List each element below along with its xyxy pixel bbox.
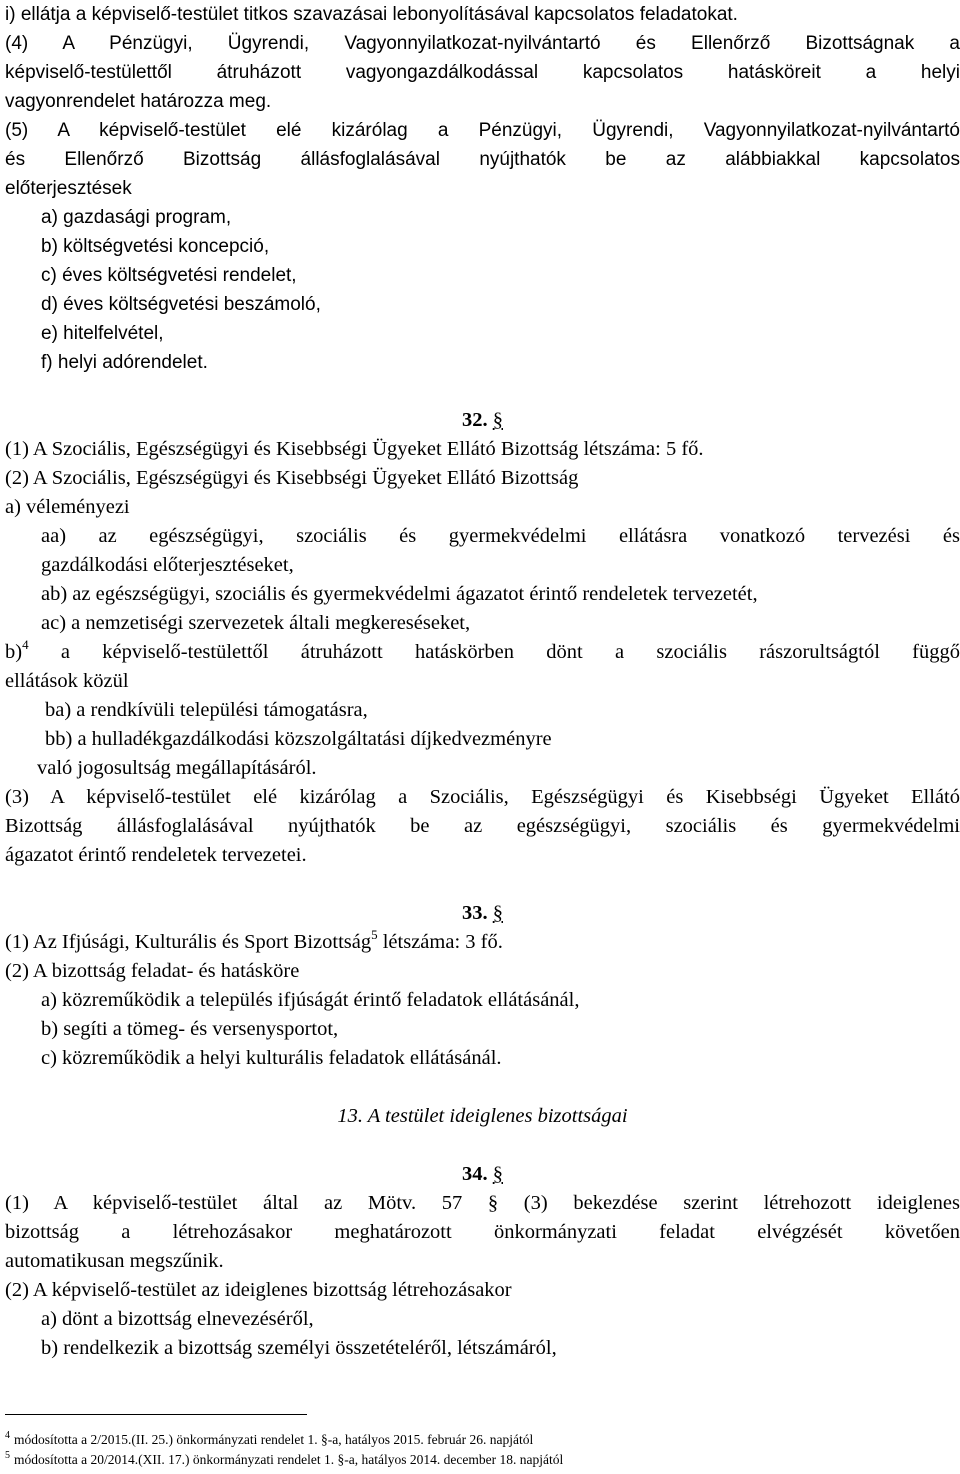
list-item: a) közreműködik a település ifjúságát érintő feladatok ellátásánál, xyxy=(41,989,580,1011)
list-item: e) hitelfelvétel, xyxy=(41,323,164,344)
section-34-paragraph-1-line-3: automatikusan megszűnik. xyxy=(5,1250,224,1272)
section-31-continuation xyxy=(5,0,960,377)
list-item: a) gazdasági program, xyxy=(41,207,232,228)
section-number: 33. xyxy=(462,902,488,924)
point-b-label: b) xyxy=(5,641,23,663)
list-item: c) éves költségvetési rendelet, xyxy=(41,265,297,286)
section-32-paragraph-1: (1) A Szociális, Egészségügyi és Kisebbségi Ügyeket Ellátó Bizottság létszáma: 5 fő. xyxy=(5,438,704,460)
paragraph-sign: § xyxy=(492,902,503,924)
paragraph-5-line-1: (5) A képviselő-testület elé kizárólag a Pénzügyi, Ügyrendi, Vagyonnyilatkozat-nyilvántartó xyxy=(5,120,960,141)
point-aa-line-1: aa) az egészségügyi, szociális és gyermekvédelmi ellátásra vonatkozó tervezési és xyxy=(41,525,960,547)
section-33-paragraph-1 xyxy=(5,928,960,957)
point-b-closing: való jogosultság megállapításáról. xyxy=(37,757,317,779)
section-number: 32. xyxy=(462,409,488,431)
paragraph-4-line-1: (4) A Pénzügyi, Ügyrendi, Vagyonnyilatkozat-nyilvántartó és Ellenőrző Bizottságnak a xyxy=(5,33,960,54)
footnote-ref-5[interactable]: 5 xyxy=(371,927,378,942)
point-b-text: a képviselő-testülettől átruházott hatáskörben dönt a szociális rászorultságtól függő xyxy=(60,641,960,663)
footnote-ref-4[interactable]: 4 xyxy=(22,637,29,652)
section-heading-33 xyxy=(5,899,960,928)
list-item: b) rendelkezik a bizottság személyi összetételéről, létszámáról, xyxy=(41,1337,557,1359)
section-33 xyxy=(5,899,960,1073)
list-item: c) közreműködik a helyi kulturális feladatok ellátásánál. xyxy=(41,1047,502,1069)
chapter-title: 13. A testület ideiglenes bizottságai xyxy=(337,1105,628,1127)
section-heading-32 xyxy=(5,406,960,435)
section-34-paragraph-1-line-1: (1) A képviselő-testület által az Mötv. 57 § (3) bekezdése szerint létrehozott ideiglenes xyxy=(5,1192,960,1214)
section-32 xyxy=(5,406,960,870)
footnote-text: módosította a 20/2014.(XII. 17.) önkormányzati rendelet 1. §-a, hatályos 2014. december 18. napjától xyxy=(14,1452,564,1467)
footnote-4 xyxy=(5,1432,533,1448)
paragraph-4-line-3: vagyonrendelet határozza meg. xyxy=(5,91,272,112)
point-aa-line-2: gazdálkodási előterjesztéseket, xyxy=(41,554,294,576)
paragraph-sign: § xyxy=(492,409,503,431)
footnote-number: 5 xyxy=(5,1450,10,1461)
paragraph-text: létszáma: 3 fő. xyxy=(382,931,503,953)
section-33-paragraph-2: (2) A bizottság feladat- és hatásköre xyxy=(5,960,300,982)
paragraph-text: (1) Az Ifjúsági, Kulturális és Sport Bizottság xyxy=(5,931,372,953)
section-32-paragraph-3-line-2: Bizottság állásfoglalásával nyújthatók be az egészségügyi, szociális és gyermekvédelmi xyxy=(5,815,960,837)
point-ba: ba) a rendkívüli települési támogatásra, xyxy=(45,699,368,721)
section-number: 34. xyxy=(462,1163,488,1185)
section-34-paragraph-1-line-2: bizottság a létrehozásakor meghatározott önkormányzati feladat elvégzését követően xyxy=(5,1221,960,1243)
point-a: a) véleményezi xyxy=(5,496,130,518)
document-page xyxy=(5,0,960,1363)
point-ac: ac) a nemzetiségi szervezetek általi megkereséseket, xyxy=(41,612,471,634)
list-item: a) dönt a bizottság elnevezéséről, xyxy=(41,1308,314,1330)
paragraph-5-line-3: előterjesztések xyxy=(5,178,132,199)
point-b-line-1 xyxy=(5,638,960,667)
footnote-text: módosította a 2/2015.(II. 25.) önkormányzati rendelet 1. §-a, hatályos 2015. február 26. napjától xyxy=(14,1432,534,1447)
paragraph-sign: § xyxy=(492,1163,503,1185)
paragraph-4-line-2: képviselő-testülettől átruházott vagyongazdálkodással kapcsolatos hatásköreit a helyi xyxy=(5,62,960,83)
paragraph-i: i) ellátja a képviselő-testület titkos szavazásai lebonyolításával kapcsolatos feladatokat. xyxy=(5,4,738,25)
list-item: b) segíti a tömeg- és versenysportot, xyxy=(41,1018,339,1040)
list-item: d) éves költségvetési beszámoló, xyxy=(41,294,321,315)
section-32-paragraph-3-line-3: ágazatot érintő rendeletek tervezetei. xyxy=(5,844,307,866)
point-bb: bb) a hulladékgazdálkodási közszolgáltatási díjkedvezményre xyxy=(45,728,552,750)
section-32-paragraph-2: (2) A Szociális, Egészségügyi és Kisebbségi Ügyeket Ellátó Bizottság xyxy=(5,467,579,489)
section-34-paragraph-2: (2) A képviselő-testület az ideiglenes bizottság létrehozásakor xyxy=(5,1279,512,1301)
footnote-separator xyxy=(5,1414,307,1415)
list-item: f) helyi adórendelet. xyxy=(41,352,208,373)
point-b-line-2: ellátások közül xyxy=(5,670,129,692)
point-ab: ab) az egészségügyi, szociális és gyermekvédelmi ágazatot érintő rendeletek tervezetét, xyxy=(41,583,758,605)
footnote-5 xyxy=(5,1452,563,1468)
footnote-number: 4 xyxy=(5,1430,10,1441)
section-32-paragraph-3-line-1: (3) A képviselő-testület elé kizárólag a Szociális, Egészségügyi és Kisebbségi Ügyeket Ellátó xyxy=(5,786,960,808)
list-item: b) költségvetési koncepció, xyxy=(41,236,270,257)
section-34 xyxy=(5,1160,960,1363)
section-heading-34 xyxy=(5,1160,960,1189)
paragraph-5-line-2: és Ellenőrző Bizottság állásfoglalásával nyújthatók be az alábbiakkal kapcsolatos xyxy=(5,149,960,170)
